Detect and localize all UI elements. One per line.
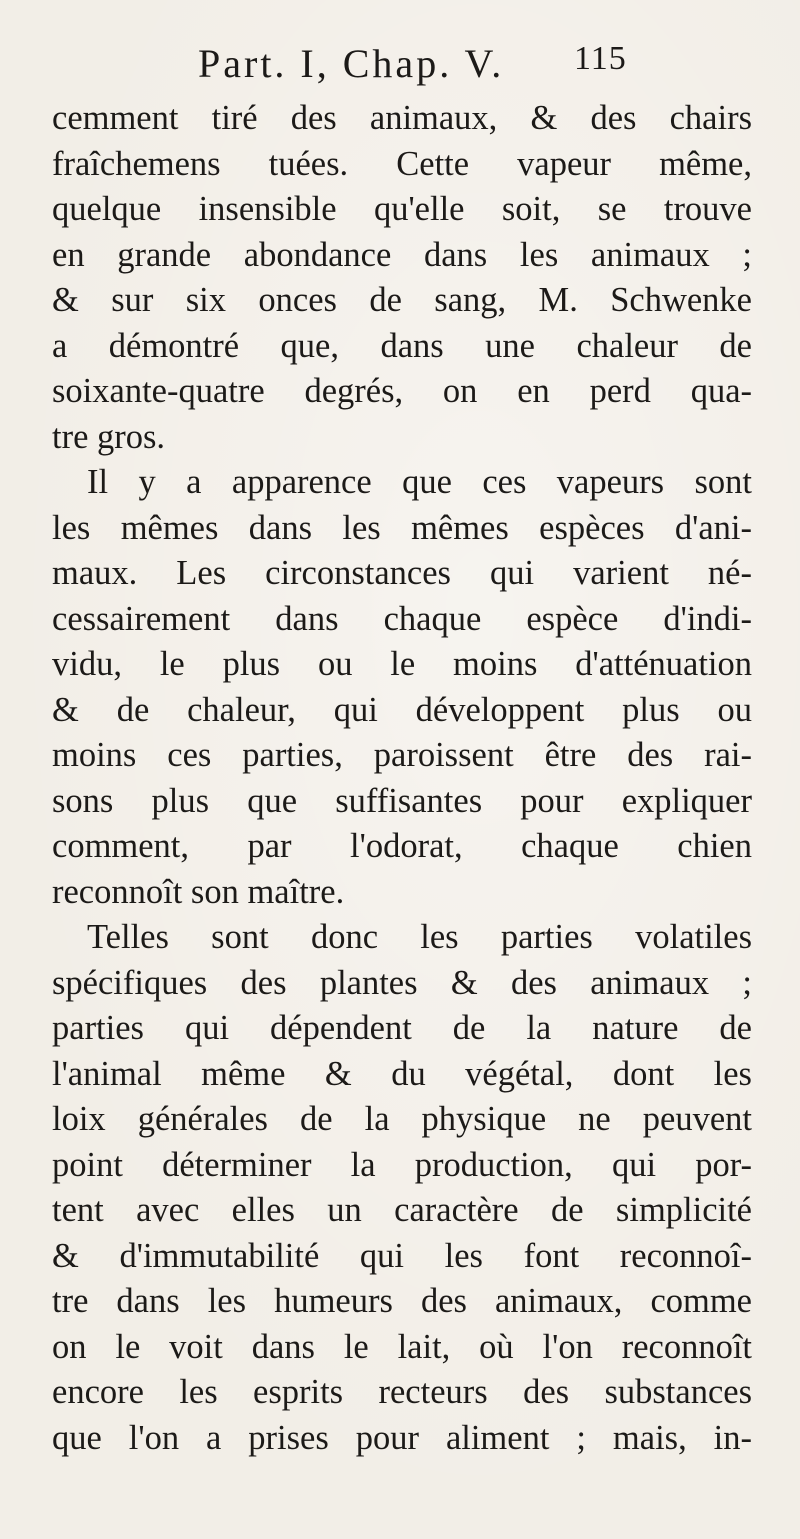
text-line: encore les esprits recteurs des substances (52, 1373, 752, 1411)
text-line: Telles sont donc les parties volatiles (87, 918, 752, 956)
text-line: tent avec elles un caractère de simplicité (52, 1191, 752, 1229)
body-text (52, 96, 752, 1461)
text-line: les mêmes dans les mêmes espèces d'ani- (52, 508, 752, 547)
page-number: 115 (574, 40, 627, 77)
text-line: reconnoît son maître. (52, 872, 345, 911)
text-line: loix générales de la physique ne peuvent (52, 1100, 752, 1138)
text-line: tre dans les humeurs des animaux, comme (52, 1282, 752, 1320)
text-line: comment, par l'odorat, chaque chien (52, 827, 752, 865)
text-line: que l'on a prises pour aliment ; mais, in- (52, 1418, 752, 1457)
text-line: l'animal même & du végétal, dont les (52, 1054, 752, 1093)
text-line: a démontré que, dans une chaleur de (52, 326, 752, 365)
text-line: cessairement dans chaque espèce d'indi- (52, 599, 752, 638)
text-line: cemment tiré des animaux, & des chairs (52, 99, 752, 137)
text-line: maux. Les circonstances qui varient né- (52, 554, 752, 592)
text-line: parties qui dépendent de la nature de (52, 1009, 752, 1047)
text-line: tre gros. (52, 417, 166, 456)
text-line: soixante-quatre degrés, on en perd qua- (52, 372, 752, 410)
text-line: quelque insensible qu'elle soit, se trouve (52, 190, 752, 228)
text-line: & sur six onces de sang, M. Schwenke (52, 281, 752, 319)
text-line: moins ces parties, paroissent être des rai- (52, 736, 752, 774)
text-line: & d'immutabilité qui les font reconnoî- (52, 1236, 752, 1275)
running-head-title: Part. I, Chap. V. (198, 41, 505, 86)
text-line: & de chaleur, qui développent plus ou (52, 690, 752, 729)
text-line: en grande abondance dans les animaux ; (52, 235, 752, 274)
text-line: sons plus que suffisantes pour expliquer (52, 781, 752, 820)
text-line: spécifiques des plantes & des animaux ; (52, 963, 752, 1002)
text-line: point déterminer la production, qui por- (52, 1145, 752, 1184)
text-line: vidu, le plus ou le moins d'atténuation (52, 645, 752, 683)
text-line: on le voit dans le lait, où l'on reconnoît (52, 1327, 752, 1366)
running-header (198, 40, 627, 96)
text-line: fraîchemens tuées. Cette vapeur même, (52, 144, 752, 183)
text-line: Il y a apparence que ces vapeurs sont (87, 463, 752, 501)
